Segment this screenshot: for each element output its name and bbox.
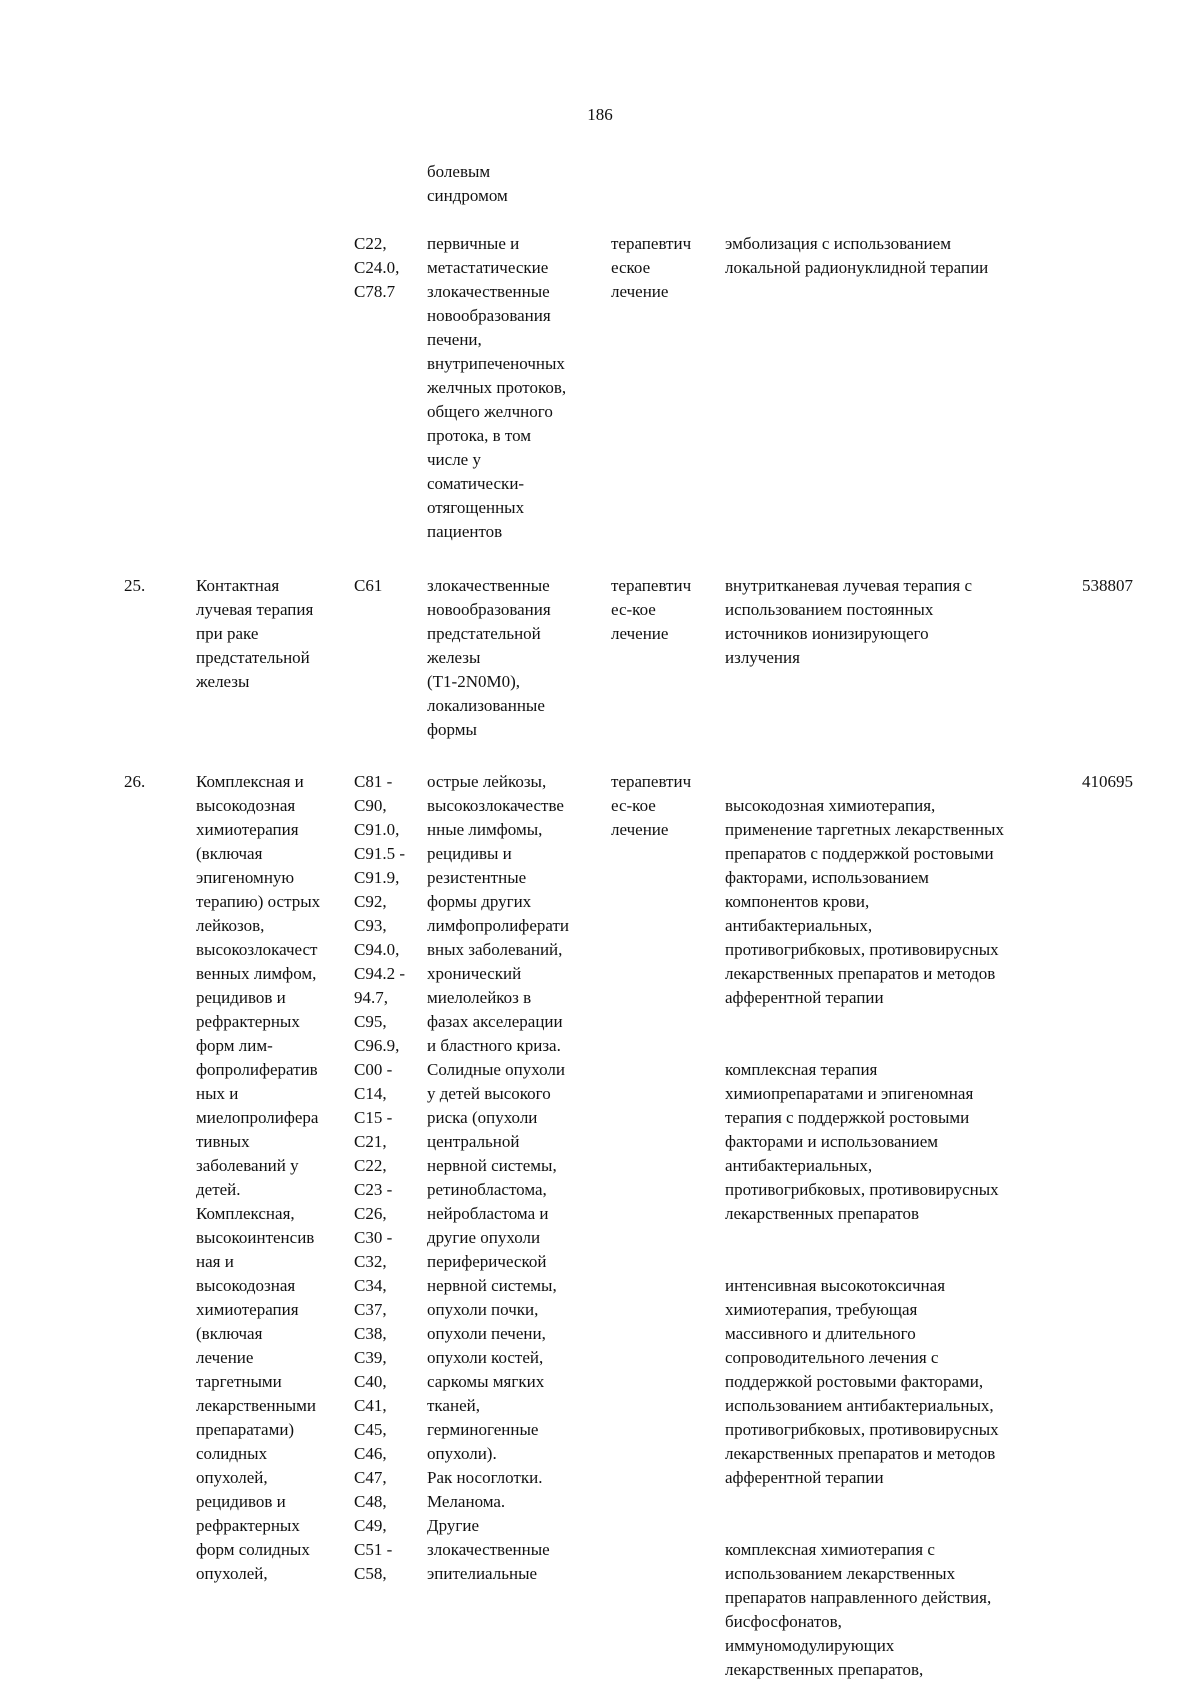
cost-value: 410695 <box>1082 772 1133 791</box>
icd-codes: C61 <box>354 576 383 595</box>
row-number: 25. <box>124 576 146 595</box>
diagnosis: острые лейкозы, высокозлокачестве нные лимфомы, рецидивы и резистентные формы других лимфопролиферати вных заболеваний, хронический миелолейкоз в фазах акселерации и бластного криза. Солидные опухоли у детей высокого риска (опухоли центральной нервной системы, ретинобластома, нейробластома и другие опухоли периферической нервной системы, опухоли почки, опухоли печени, опухоли костей, саркомы мягких тканей, герминогенные опухоли). Рак носоглотки. Меланома. Другие злокачественные эпителиальные <box>427 772 570 1583</box>
cost-value: 538807 <box>1082 576 1133 595</box>
treatment-method: внутритканевая лучевая терапия с использованием постоянных источников ионизирующего излучения <box>725 576 972 667</box>
diagnosis: злокачественные новообразования предстательной железы (T1-2N0M0), локализованные формы <box>427 576 551 739</box>
treatment-method: комплексная химиотерапия с использованием лекарственных препаратов направленного действия, бисфосфонатов, иммуномодулирующих лекарственных препаратов, <box>725 1540 992 1679</box>
treatment-method: интенсивная высокотоксичная химиотерапия, требующая массивного и длительного сопроводительного лечения с поддержкой ростовыми факторами, использованием антибактериальных, противогрибковых, противовирусных лекарственных препаратов и методов афферентной терапии <box>725 1276 999 1487</box>
icd-codes: C22, C24.0, C78.7 <box>354 234 400 301</box>
icd-codes: C81 - C90, C91.0, C91.5 - C91.9, C92, C93, C94.0, C94.2 - 94.7, C95, C96.9, C00 - C14, C15 - C21, C22, C23 - C26, C30 - C32, C34, C37, C38, C39, C40, C41, C45, C46, C47, C48, C49, C51 - C58, <box>354 772 405 1583</box>
treatment-type: терапевтич еское лечение <box>611 234 692 301</box>
page-number: 186 <box>587 105 613 124</box>
treatment-type: терапевтич ес-кое лечение <box>611 772 692 839</box>
treatment-method: комплексная терапия химиопрепаратами и эпигеномная терапия с поддержкой ростовыми факторами и использованием антибактериальных, противогрибковых, противовирусных лекарственных препаратов <box>725 1060 999 1223</box>
care-type-name: Контактная лучевая терапия при раке предстательной железы <box>196 576 314 691</box>
diagnosis: первичные и метастатические злокачественные новообразования печени, внутрипеченочных желчных протоков, общего желчного протока, в том числе у соматически- отягощенных пациентов <box>427 234 567 541</box>
treatment-method: эмболизация с использованием локальной радионуклидной терапии <box>725 234 989 277</box>
treatment-type: терапевтич ес-кое лечение <box>611 576 692 643</box>
care-type-name: Комплексная и высокодозная химиотерапия (включая эпигеномную терапию) острых лейкозов, высокозлокачест венных лимфом, рецидивов и рефрактерных форм лим- фопролифератив ных и миелопролифера тивных заболеваний у детей. Комплексная, высокоинтенсив ная и высокодозная химиотерапия (включая лечение таргетными лекарственными препаратами) солидных опухолей, рецидивов и рефрактерных форм солидных опухолей, <box>196 772 321 1583</box>
treatment-method: высокодозная химиотерапия, применение таргетных лекарственных препаратов с поддержкой ростовыми факторами, использованием компонентов крови, антибактериальных, противогрибковых, противовирусных лекарственных препаратов и методов афферентной терапии <box>725 796 1004 1007</box>
treatment-methods <box>725 770 1080 1706</box>
diagnosis-continuation: болевым синдромом <box>427 162 508 205</box>
row-number: 26. <box>124 772 146 791</box>
